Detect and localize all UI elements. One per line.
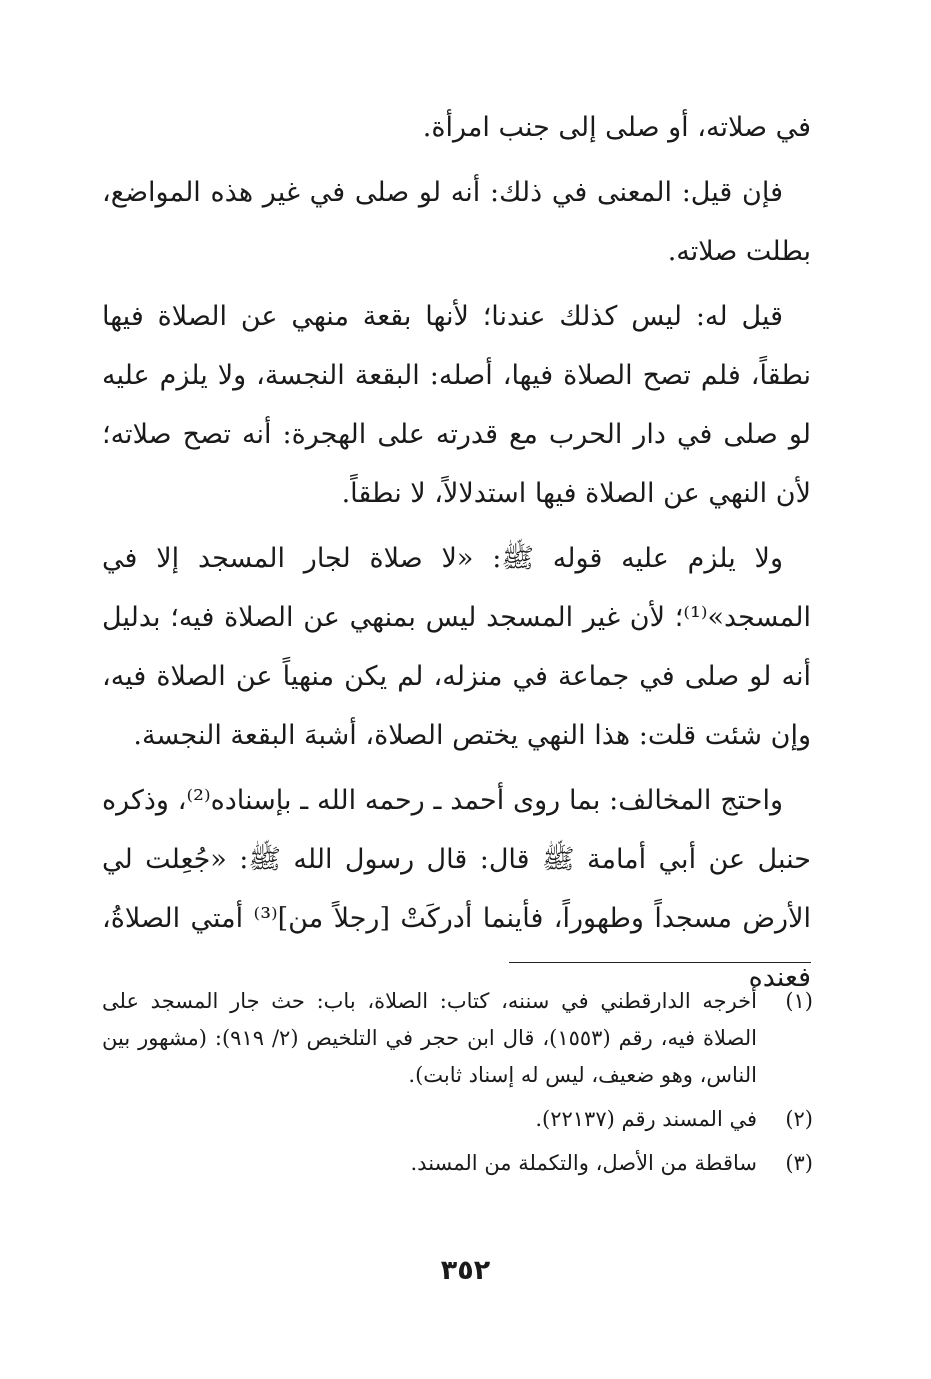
footnote-text: في المسند رقم (٢٢١٣٧). [535, 1107, 757, 1131]
footnote-number: (٣) [785, 1151, 813, 1175]
footnote-separator [509, 962, 811, 963]
paragraph-2: فإن قيل: المعنى في ذلك: أنه لو صلى في غير هذه المواضع، بطلت صلاته. [102, 177, 811, 267]
footnote-number: (٢) [785, 1107, 813, 1131]
main-text [102, 98, 811, 1007]
footnote-number: (١) [785, 989, 813, 1013]
paragraph-5: واحتج المخالف: بما روى أحمد ـ رحمه الله ـ بإسناده⁽²⁾، وذكره حنبل عن أبي أمامة ﷺ قال: قال رسول الله ﷺ: «جُعِلت لي الأرض مسجداً وطهوراً، فأينما أدركَتْ [رجلاً من]⁽³⁾ أمتي الصلاةُ، فعنده [102, 785, 811, 993]
footnote-3 [102, 1145, 813, 1182]
footnote-text: أخرجه الدارقطني في سننه، كتاب: الصلاة، باب: حث جار المسجد على الصلاة فيه، رقم (١٥٥٣)، قال ابن حجر في التلخيص (٢/ ٩١٩): (مشهور بين الناس، وهو ضعيف، ليس له إسناد ثابت). [102, 989, 757, 1087]
paragraph-1: في صلاته، أو صلى إلى جنب امرأة. [422, 112, 811, 143]
footnotes [102, 983, 813, 1189]
page-number: ٣٥٢ [440, 1255, 491, 1286]
paragraph-4: ولا يلزم عليه قوله ﷺ: «لا صلاة لجار المسجد إلا في المسجد»⁽¹⁾؛ لأن غير المسجد ليس بمنهي عن الصلاة فيه؛ بدليل أنه لو صلى في جماعة في منزله، لم يكن منهياً عن الصلاة فيه، وإن شئت قلت: هذا النهي يختص الصلاة، أشبهَ البقعة النجسة. [102, 543, 811, 751]
footnote-text: ساقطة من الأصل، والتكملة من المسند. [410, 1151, 757, 1175]
paragraph-3: قيل له: ليس كذلك عندنا؛ لأنها بقعة منهي عن الصلاة فيها نطقاً، فلم تصح الصلاة فيها، أصله: البقعة النجسة، ولا يلزم عليه لو صلى في دار الحرب مع قدرته على الهجرة: أنه تصح صلاته؛ لأن النهي عن الصلاة فيها استدلالاً، لا نطقاً. [102, 301, 811, 509]
footnote-1 [102, 983, 813, 1094]
footnote-2 [102, 1101, 813, 1138]
